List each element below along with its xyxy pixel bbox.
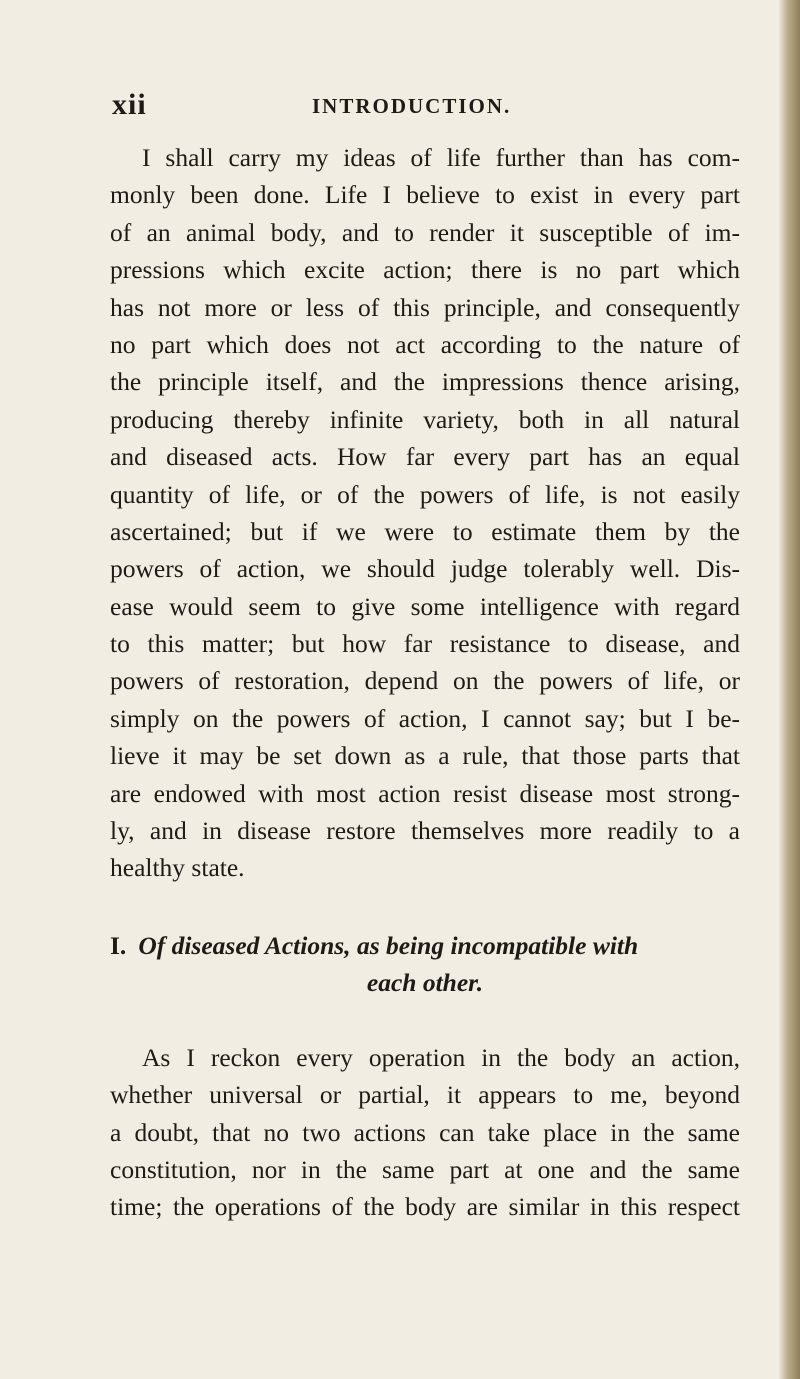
text-line: pressions which excite action; there is no part which bbox=[110, 255, 740, 285]
text-line: ly, and in disease restore themselves more readily to a bbox=[110, 816, 740, 846]
text-line: powers of action, we should judge tolerably well. Dis- bbox=[110, 554, 740, 584]
page-number: xii bbox=[112, 88, 147, 121]
running-title: INTRODUCTION. bbox=[312, 94, 512, 118]
paragraph-gap bbox=[110, 887, 740, 927]
text-line: As I reckon every operation in the body an action, bbox=[142, 1042, 740, 1072]
text-line: no part which does not act according to the nature of bbox=[110, 329, 740, 359]
text-line: quantity of life, or of the powers of life, is not easily bbox=[110, 479, 740, 509]
text-line: simply on the powers of action, I cannot say; but I be- bbox=[110, 703, 740, 733]
text-line: lieve it may be set down as a rule, that those parts that bbox=[110, 741, 740, 771]
text-line: are endowed with most action resist disease most strong- bbox=[110, 778, 740, 808]
text-line: monly been done. Life I believe to exist in every part bbox=[110, 180, 740, 210]
text-line: of an animal body, and to render it susceptible of im- bbox=[110, 217, 740, 247]
running-head bbox=[0, 88, 800, 128]
section-heading bbox=[110, 927, 740, 1001]
page-edge-shadow bbox=[778, 0, 800, 1379]
paragraph-1 bbox=[110, 139, 740, 887]
text-line: time; the operations of the body are similar in this respect bbox=[110, 1192, 740, 1222]
section-number: I. bbox=[110, 930, 127, 960]
body-text bbox=[110, 139, 740, 1226]
paragraph-2 bbox=[110, 1039, 740, 1226]
text-line: to this matter; but how far resistance to disease, and bbox=[110, 629, 740, 659]
paragraph-gap bbox=[110, 1001, 740, 1039]
text-line: powers of restoration, depend on the powers of life, or bbox=[110, 666, 740, 696]
section-heading-line-1 bbox=[110, 927, 740, 964]
text-line: whether universal or partial, it appears to me, beyond bbox=[110, 1080, 740, 1110]
text-line: the principle itself, and the impressions thence arising, bbox=[110, 367, 740, 397]
text-line: I shall carry my ideas of life further than has com- bbox=[142, 143, 740, 172]
section-title-part-2: each other. bbox=[366, 967, 484, 997]
section-title-part-1: Of diseased Actions, as being incompatible with bbox=[138, 930, 639, 960]
text-line: producing thereby infinite variety, both in all natural bbox=[110, 404, 740, 434]
text-line: ascertained; but if we were to estimate them by the bbox=[110, 516, 740, 546]
text-line: ease would seem to give some intelligence with regard bbox=[110, 591, 740, 621]
text-line: has not more or less of this principle, and consequently bbox=[110, 292, 740, 322]
text-line: and diseased acts. How far every part has an equal bbox=[110, 442, 740, 472]
text-line: healthy state. bbox=[110, 853, 245, 883]
text-line: a doubt, that no two actions can take place in the same bbox=[110, 1117, 740, 1147]
text-line: constitution, nor in the same part at one and the same bbox=[110, 1154, 740, 1184]
